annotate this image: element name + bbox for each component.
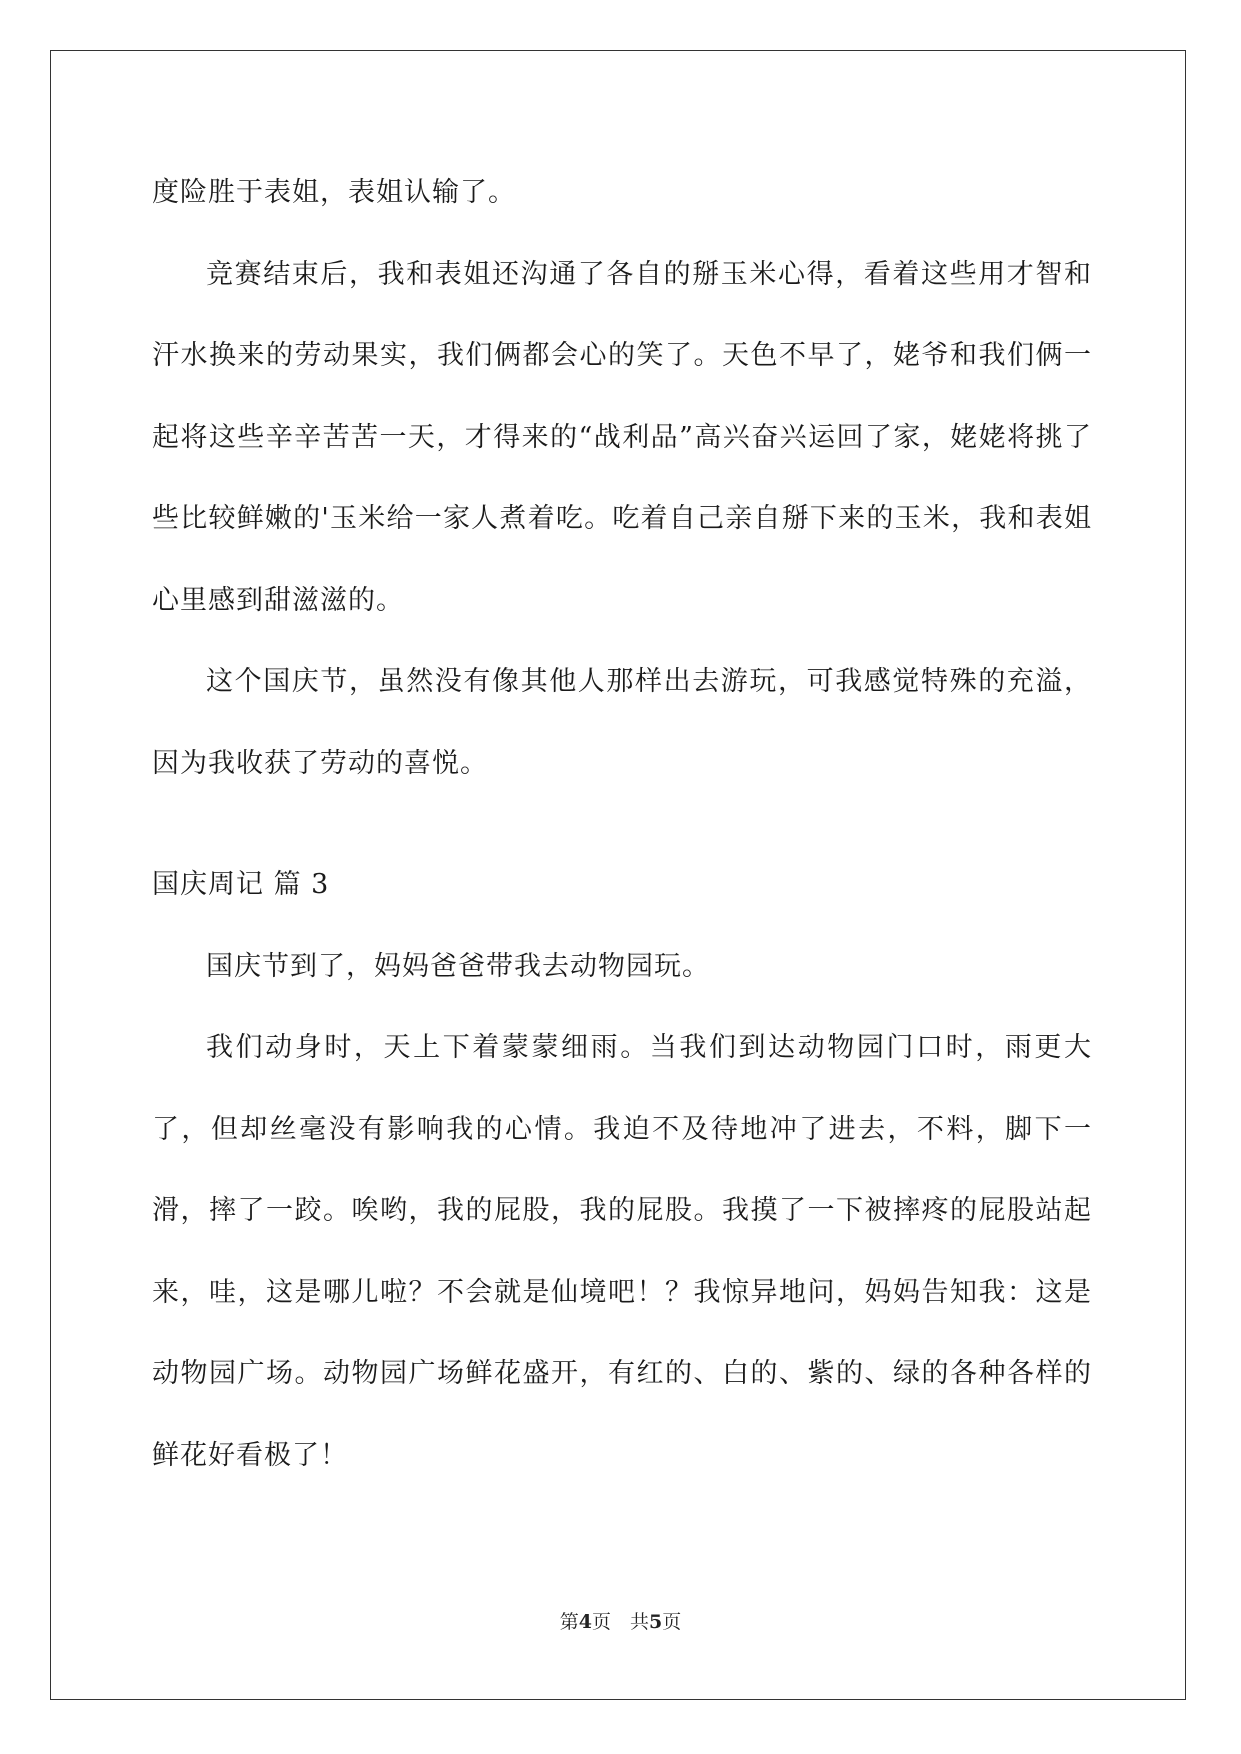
paragraph-2: 竞赛结束后，我和表姐还沟通了各自的掰玉米心得，看着这些用才智和汗水换来的劳动果实，我们俩都会心的笑了。天色不早了，姥爷和我们俩一起将这些辛辛苦苦一天，才得来的“战利品”高兴奋兴运回了家，姥姥将挑了些比较鲜嫩的'玉米给一家人煮着吃。吃着自己亲自掰下来的玉米，我和表姐心里感到甜滋滋的。 xyxy=(152,258,1092,616)
paragraph-1: 度险胜于表姐，表姐认输了。 xyxy=(152,177,516,208)
document-body xyxy=(152,152,1092,1496)
footer-suffix: 页 xyxy=(662,1611,682,1633)
paragraph-5: 我们动身时，天上下着蒙蒙细雨。当我们到达动物园门口时，雨更大了，但却丝毫没有影响我的心情。我迫不及待地冲了进去，不料，脚下一滑，摔了一跤。唉哟，我的屁股，我的屁股。我摸了一下被摔疼的屁股站起来，哇，这是哪儿啦？不会就是仙境吧！？我惊异地问，妈妈告知我：这是动物园广场。动物园广场鲜花盛开，有红的、白的、紫的、绿的各种各样的鲜花好看极了！ xyxy=(152,1032,1092,1471)
current-page-number: 4 xyxy=(578,1611,592,1633)
paragraph-3: 这个国庆节，虽然没有像其他人那样出去游玩，可我感觉特殊的充溢，因为我收获了劳动的喜悦。 xyxy=(152,666,1092,779)
footer-middle: 页 共 xyxy=(591,1611,649,1633)
total-pages-number: 5 xyxy=(649,1611,663,1633)
section-heading: 国庆周记 篇 3 xyxy=(152,869,330,900)
footer-prefix: 第 xyxy=(559,1611,579,1633)
page-footer xyxy=(0,1607,1241,1634)
paragraph-4: 国庆节到了，妈妈爸爸带我去动物园玩。 xyxy=(206,950,710,982)
